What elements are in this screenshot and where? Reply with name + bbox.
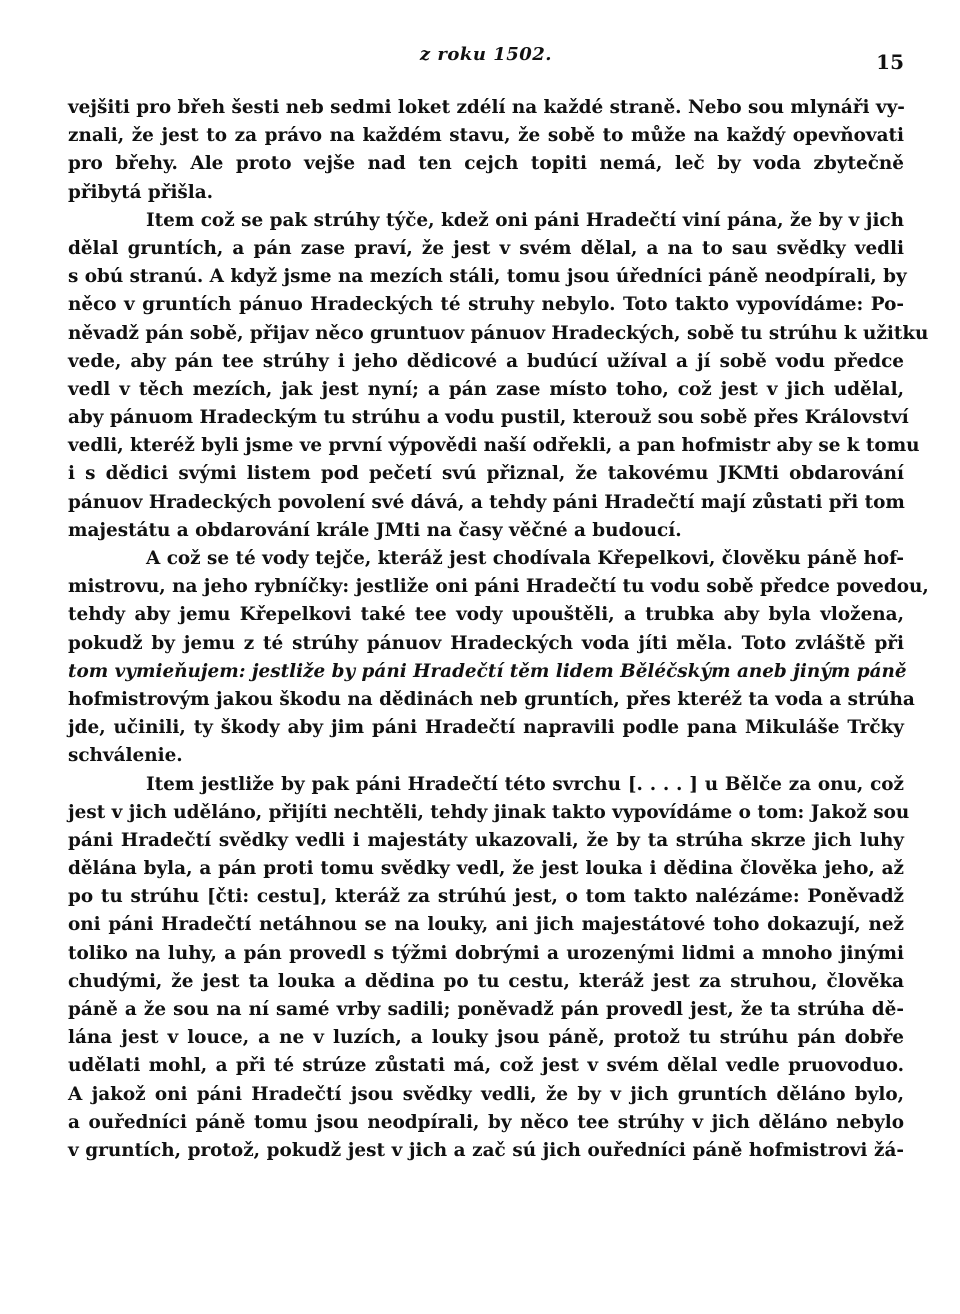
text-line: A což se té vody tejče, kteráž jest chodívala Křepelkovi, člověku páně hof- (146, 548, 904, 569)
text-line: a ouředníci páně tomu jsou neodpírali, by něco tee strúhy v jich děláno nebylo (68, 1111, 904, 1133)
text-line: Item což se pak strúhy týče, kdež oni páni Hradečtí viní pána, že by v jich (146, 209, 904, 231)
page-number: 15 (876, 50, 904, 74)
text-line: toliko na luhy, a pán provedl s týžmi dobrými a urozenými lidmi a mnoho jinými (68, 942, 904, 964)
text-line: v gruntích, protož, pokudž jest v jich a zač sú jich ouředníci páně hofmistrovi žá- (68, 1139, 904, 1161)
text-line: dělal gruntích, a pán zase praví, že jest v svém dělal, a na to sau svědky vedli (68, 237, 904, 259)
text-line: A jakož oni páni Hradečtí jsou svědky vedli, že by v jich gruntích děláno bylo, (68, 1083, 904, 1105)
text-line: znali, že jest to za právo na každém stavu, že sobě to může na každý opevňovati (68, 125, 904, 147)
italic-text: tom vymieňujem: jestliže by páni Hradečtí těm lidem Běléčským aneb jiným páně (68, 660, 907, 682)
text-line: vede, aby pán tee strúhy i jeho dědicové a budúcí užíval a jí sobě vodu předce (68, 350, 904, 372)
text-line: lána jest v louce, a ne v luzích, a louky jsou páně, protož tu strúhu pán dobře (68, 1027, 904, 1049)
text-line: oni páni Hradečtí netáhnou se na louky, ani jich majestátové toho dokazují, než (68, 914, 904, 936)
text-line: pro břehy. Ale proto vejše nad ten cejch topiti nemá, leč by voda zbytečně (68, 153, 904, 175)
text-line: něvadž pán sobě, přijav něco gruntuov pánuov Hradeckých, sobě tu strúhu k užitku (68, 322, 929, 344)
text-line: s obú stranú. A když jsme na mezích stáli, tomu jsou úředníci páně neodpírali, by (68, 266, 907, 288)
text-line: něco v gruntích pánuo Hradeckých té struhy nebylo. Toto takto vypovídáme: Po- (68, 294, 904, 316)
text-line: páně a že sou na ní samé vrby sadili; poněvadž pán provedl jest, že ta strúha dě- (68, 999, 904, 1020)
text-line: udělati mohl, a při té strúze zůstati má, což jest v svém dělal vedle pruovoduo. (68, 1055, 904, 1077)
running-title: z roku 1502. (419, 44, 553, 65)
text-line: tehdy aby jemu Křepelkovi také tee vody upouštěli, a trubka aby byla vložena, (68, 604, 904, 626)
text-line: přibytá přišla. (68, 181, 214, 203)
text-line: vejšiti pro břeh šesti neb sedmi loket zdélí na každé straně. Nebo sou mlynáři vy- (68, 97, 905, 118)
text-line: vedli, kteréž byli jsme ve první výpovědi naší odřekli, a pan hofmistr aby se k tomu (68, 435, 920, 457)
text-line: aby pánuom Hradeckým tu strúhu a vodu pustil, kterouž sou sobě přes Království (68, 407, 909, 429)
text-line: mistrovu, na jeho rybníčky: jestliže oni páni Hradečtí tu vodu sobě předce povedou, (68, 576, 929, 598)
text-line (68, 658, 907, 686)
text-line: páni Hradečtí svědky vedli i majestáty ukazovali, že by ta strúha skrze jich luhy (68, 829, 904, 851)
text-line: jest v jich uděláno, přijíti nechtěli, tehdy jinak takto vypovídáme o tom: Jakož sou (68, 801, 910, 823)
text-line: Item jestliže by pak páni Hradečtí této svrchu [. . . . ] u Bělče za onu, což (146, 773, 904, 795)
text-line: dělána byla, a pán proti tomu svědky vedl, že jest louka i dědina člověka jeho, až (68, 858, 904, 880)
text-line: vedl v těch mezích, jak jest nyní; a pán zase místo toho, což jest v jich udělal, (68, 378, 904, 400)
text-line: jde, učinili, ty škody aby jim páni Hradečtí napravili podle pana Mikuláše Trčky (68, 717, 904, 739)
text-line: i s dědici svými listem pod pečetí svú přiznal, že takovému JKMti obdarování (68, 463, 904, 485)
text-line: chudými, že jest ta louka a dědina po tu cestu, kteráž jest za struhou, člověka (68, 970, 904, 992)
text-line: pánuov Hradeckých povolení své dává, a tehdy páni Hradečtí mají zůstati při tom (68, 491, 905, 513)
text-line: hofmistrovým jakou škodu na dědinách neb gruntích, přes kteréž ta voda a strúha (68, 688, 915, 710)
body-text (68, 94, 929, 1165)
text-line: pokudž by jemu z té strúhy pánuov Hradeckých voda jíti měla. Toto zvláště při (68, 632, 904, 654)
text-line: po tu strúhu [čti: cestu], kteráž za strúhú jest, o tom takto nalézáme: Poněvadž (68, 886, 904, 908)
page-header (68, 44, 904, 74)
text-line: majestátu a obdarování krále JMti na časy věčné a budoucí. (68, 519, 682, 541)
text-line: schválenie. (68, 745, 183, 767)
